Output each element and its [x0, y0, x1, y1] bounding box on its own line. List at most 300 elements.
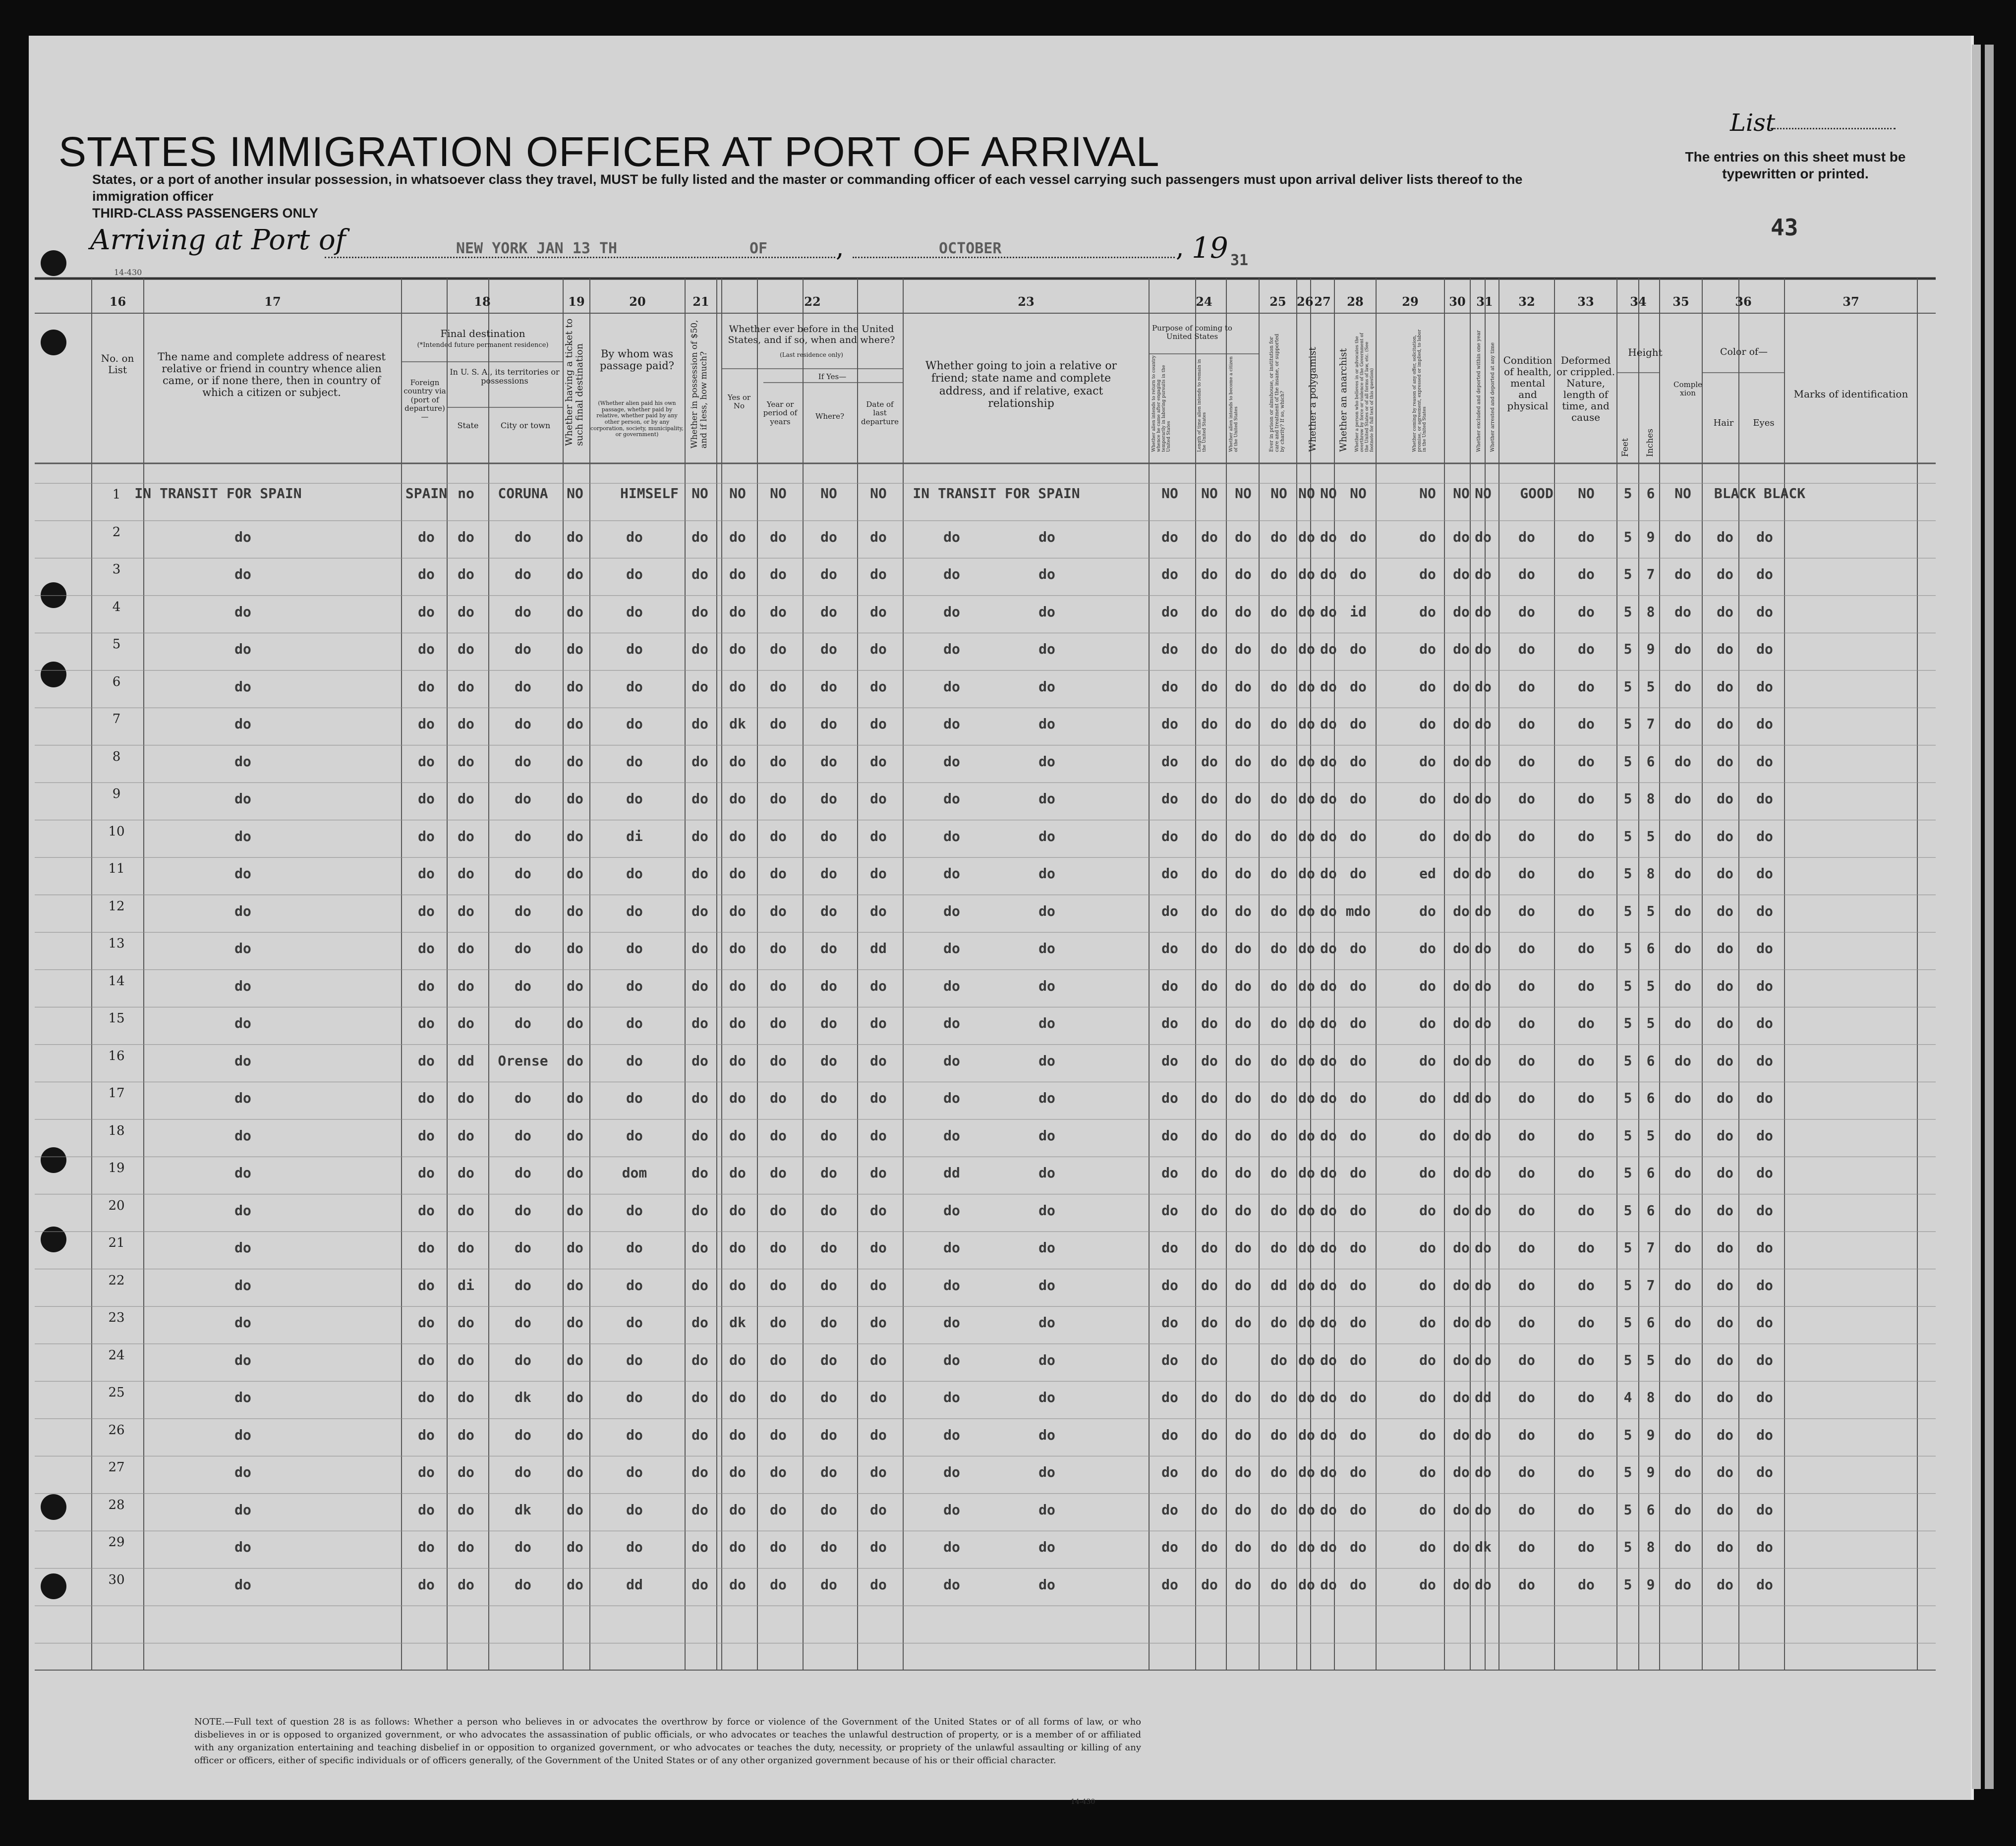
cell-health: do: [1518, 940, 1535, 956]
cell-inches: 5: [1646, 902, 1655, 919]
cell-where: do: [820, 641, 837, 657]
cell-p_a: do: [1161, 1351, 1178, 1368]
cell-p_c: NO: [1235, 485, 1252, 502]
cell-city: CORUNA: [498, 485, 548, 502]
cell-inches: 7: [1646, 1277, 1655, 1293]
cell-health: do: [1518, 1576, 1535, 1593]
cell-money: do: [691, 1127, 708, 1144]
cell-hair: do: [1717, 753, 1733, 770]
cell-state: do: [458, 678, 474, 695]
cell-join2: do: [1038, 528, 1055, 545]
cell-feet: 5: [1623, 1052, 1632, 1069]
cell-city: do: [515, 1202, 531, 1219]
cell-health: do: [1518, 1277, 1535, 1293]
cell-where: do: [820, 1277, 837, 1293]
cell-city: dk: [515, 1389, 531, 1405]
cell-relative: do: [234, 1127, 251, 1144]
cell-prison: do: [1270, 1165, 1287, 1181]
cell-join: do: [943, 1426, 960, 1443]
cell-c29: do: [1419, 1576, 1436, 1593]
cell-paid: do: [626, 1015, 643, 1031]
cell-poly: NO: [1298, 485, 1315, 502]
cell-poly: do: [1298, 865, 1315, 882]
cell-health: do: [1518, 1539, 1535, 1555]
cell-ticket: do: [567, 1389, 583, 1405]
cell-c30: do: [1453, 1314, 1470, 1331]
row-number: 19: [108, 1161, 125, 1175]
cell-date: do: [870, 1202, 887, 1219]
form-code-top: 14-430: [114, 268, 142, 277]
cell-eyes: do: [1756, 1239, 1773, 1256]
cell-join: do: [943, 1576, 960, 1593]
subtitle-line: States, or a port of another insular possession, in whatsoever class they travel, MUST be fully listed and the master or commanding officer of each vessel carrying such passengers must upon arrival deliver lists thereof to the immigration officer: [92, 172, 1523, 204]
year-value: 31: [1230, 252, 1249, 269]
cell-feet: 5: [1623, 1202, 1632, 1219]
cell-state: do: [458, 1127, 474, 1144]
cell-years: do: [770, 828, 787, 844]
cell-yesno: do: [729, 1015, 746, 1031]
cell-years: do: [770, 1351, 787, 1368]
cell-c29: do: [1419, 1277, 1436, 1293]
cell-state: do: [458, 716, 474, 732]
cell-p_c: do: [1235, 1052, 1252, 1069]
cell-money: do: [691, 1015, 708, 1031]
cell-inches: 6: [1646, 1202, 1655, 1219]
cell-yesno: do: [729, 566, 746, 582]
cell-years: do: [770, 678, 787, 695]
header-state: State: [457, 421, 479, 430]
cell-ticket: do: [567, 1426, 583, 1443]
cell-ticket: do: [567, 1539, 583, 1555]
cell-p_a: do: [1161, 1052, 1178, 1069]
cell-money: do: [691, 1314, 708, 1331]
cell-complexion: do: [1674, 828, 1691, 844]
cell-anarch: do: [1320, 1277, 1337, 1293]
row-number: 22: [108, 1273, 125, 1288]
cell-p_a: do: [1161, 678, 1178, 695]
cell-inches: 8: [1646, 1389, 1655, 1405]
header-foreign-country: Foreign country via (port of departure)—: [403, 378, 446, 421]
cell-relative: do: [234, 977, 251, 994]
cell-p_c: do: [1235, 940, 1252, 956]
cell-ticket: do: [567, 566, 583, 582]
column-number: 28: [1347, 294, 1364, 309]
cell-health: do: [1518, 1239, 1535, 1256]
cell-paid: di: [626, 828, 643, 844]
cell-date: do: [870, 1314, 887, 1331]
cell-p_a: do: [1161, 828, 1178, 844]
cell-ticket: do: [567, 977, 583, 994]
cell-state: do: [458, 566, 474, 582]
cell-p_a: do: [1161, 940, 1178, 956]
cell-deformed: do: [1578, 977, 1595, 994]
cell-p_a: NO: [1161, 485, 1178, 502]
cell-c28: do: [1350, 678, 1367, 695]
cell-city: do: [515, 977, 531, 994]
cell-years: do: [770, 1277, 787, 1293]
header-final-destination-sub: (*Intended future permanent residence): [417, 341, 549, 349]
cell-join2: do: [1038, 1165, 1055, 1181]
cell-p_a: do: [1161, 977, 1178, 994]
cell-inches: 6: [1646, 1501, 1655, 1518]
cell-hair: do: [1717, 1314, 1733, 1331]
cell-feet: 4: [1623, 1389, 1632, 1405]
cell-anarch: do: [1320, 528, 1337, 545]
cell-ticket: do: [567, 790, 583, 807]
cell-c29: do: [1419, 716, 1436, 732]
header-usa: In U. S. A., its territories or possessions: [450, 367, 560, 386]
cell-join2: do: [1038, 1239, 1055, 1256]
cell-relative: do: [234, 1090, 251, 1106]
cell-inches: 5: [1646, 977, 1655, 994]
cell-complexion: do: [1674, 753, 1691, 770]
cell-join: do: [943, 1464, 960, 1480]
cell-city: do: [515, 940, 531, 956]
cell-state: do: [458, 865, 474, 882]
cell-city: do: [515, 716, 531, 732]
cell-c31: do: [1475, 940, 1492, 956]
cell-c28: id: [1350, 603, 1367, 620]
cell-relative: do: [234, 828, 251, 844]
cell-hair: do: [1717, 1052, 1733, 1069]
cell-p_c: do: [1235, 790, 1252, 807]
cell-date: do: [870, 1351, 887, 1368]
cell-p_a: do: [1161, 1576, 1178, 1593]
cell-eyes: do: [1756, 528, 1773, 545]
cell-foreign: do: [418, 1090, 435, 1106]
cell-anarch: do: [1320, 566, 1337, 582]
cell-c28: do: [1350, 1389, 1367, 1405]
cell-date: do: [870, 977, 887, 994]
cell-yesno: do: [729, 753, 746, 770]
cell-hair: do: [1717, 1015, 1733, 1031]
cell-ticket: do: [567, 641, 583, 657]
cell-health: do: [1518, 566, 1535, 582]
cell-deformed: do: [1578, 790, 1595, 807]
row-number: 14: [108, 973, 125, 989]
cell-c29: do: [1419, 902, 1436, 919]
cell-c28: do: [1350, 641, 1367, 657]
cell-date: do: [870, 1501, 887, 1518]
cell-hair: do: [1717, 1539, 1733, 1555]
cell-hair: do: [1717, 566, 1733, 582]
cell-foreign: do: [418, 753, 435, 770]
cell-hair: do: [1717, 1090, 1733, 1106]
cell-money: do: [691, 1052, 708, 1069]
cell-foreign: do: [418, 641, 435, 657]
header-no-on-list: No. on List: [101, 352, 134, 376]
cell-p_b: do: [1201, 1389, 1218, 1405]
cell-p_b: do: [1201, 1165, 1218, 1181]
cell-years: do: [770, 790, 787, 807]
cell-prison: do: [1270, 1426, 1287, 1443]
cell-paid: dd: [626, 1576, 643, 1593]
cell-deformed: do: [1578, 528, 1595, 545]
cell-years: do: [770, 1539, 787, 1555]
cell-p_a: do: [1161, 716, 1178, 732]
cell-c31: do: [1475, 716, 1492, 732]
cell-complexion: do: [1674, 528, 1691, 545]
of-value: OF: [749, 240, 768, 257]
cell-yesno: do: [729, 828, 746, 844]
cell-p_b: do: [1201, 1351, 1218, 1368]
cell-poly: do: [1298, 828, 1315, 844]
cell-inches: 5: [1646, 828, 1655, 844]
cell-p_b: do: [1201, 566, 1218, 582]
cell-deformed: do: [1578, 603, 1595, 620]
cell-join2: do: [1038, 790, 1055, 807]
cell-complexion: do: [1674, 1202, 1691, 1219]
cell-hair: do: [1717, 1464, 1733, 1480]
cell-p_a: do: [1161, 753, 1178, 770]
column-number: 17: [264, 294, 281, 309]
cell-date: do: [870, 790, 887, 807]
column-number: 35: [1672, 294, 1689, 309]
cell-money: do: [691, 566, 708, 582]
cell-poly: do: [1298, 1351, 1315, 1368]
cell-c28: do: [1350, 977, 1367, 994]
cell-hair: do: [1717, 1277, 1733, 1293]
cell-health: do: [1518, 1202, 1535, 1219]
cell-yesno: do: [729, 902, 746, 919]
cell-anarch: do: [1320, 1015, 1337, 1031]
row-number: 6: [112, 674, 121, 689]
cell-paid: do: [626, 1539, 643, 1555]
cell-c31: do: [1475, 566, 1492, 582]
cell-p_b: do: [1201, 1015, 1218, 1031]
cell-p_c: do: [1235, 1539, 1252, 1555]
cell-complexion: do: [1674, 1015, 1691, 1031]
cell-c31: do: [1475, 865, 1492, 882]
cell-c29: do: [1419, 1127, 1436, 1144]
cell-feet: 5: [1623, 1090, 1632, 1106]
cell-eyes: do: [1756, 641, 1773, 657]
cell-complexion: do: [1674, 641, 1691, 657]
cell-ticket: do: [567, 865, 583, 882]
cell-money: do: [691, 1277, 708, 1293]
cell-c30: do: [1453, 1277, 1470, 1293]
cell-anarch: do: [1320, 1314, 1337, 1331]
cell-state: do: [458, 790, 474, 807]
cell-foreign: do: [418, 1576, 435, 1593]
cell-ticket: NO: [567, 485, 583, 502]
cell-p_a: do: [1161, 1090, 1178, 1106]
cell-yesno: do: [729, 1389, 746, 1405]
cell-money: do: [691, 1501, 708, 1518]
year-prefix: 19: [1192, 231, 1228, 265]
cell-p_a: do: [1161, 641, 1178, 657]
cell-city: do: [515, 902, 531, 919]
cell-anarch: do: [1320, 1202, 1337, 1219]
cell-eyes: do: [1756, 566, 1773, 582]
cell-state: do: [458, 603, 474, 620]
form-number: 14-430: [1071, 1798, 1095, 1806]
cell-ticket: do: [567, 753, 583, 770]
cell-paid: dom: [622, 1165, 647, 1181]
cell-join2: do: [1038, 1202, 1055, 1219]
header-final-destination: Final destination: [440, 328, 525, 339]
cell-where: do: [820, 1127, 837, 1144]
cell-hair: do: [1717, 716, 1733, 732]
cell-complexion: do: [1674, 940, 1691, 956]
cell-yesno: do: [729, 528, 746, 545]
cell-join2: do: [1038, 1015, 1055, 1031]
cell-hair: do: [1717, 641, 1733, 657]
cell-anarch: do: [1320, 1090, 1337, 1106]
cell-c28: do: [1350, 790, 1367, 807]
cell-complexion: do: [1674, 1127, 1691, 1144]
cell-p_b: do: [1201, 1426, 1218, 1443]
cell-p_c: do: [1235, 1239, 1252, 1256]
cell-state: do: [458, 1501, 474, 1518]
cell-join2: do: [1038, 940, 1055, 956]
footnote: NOTE.—Full text of question 28 is as follows: Whether a person who believes in or advocates the overthrow by force or violence of the Government of the United States or of all forms of law, or who disbelieves in or is opposed to organized government, or who advocates the assassination of public officials, or who advocates or teaches the unlawful destruction of property, or is a member of or affiliated with any organization entertaining and teaching disbelief in or opposition to organized government, or who advocates or teaches the duty, necessity, or propriety of the unlawful assaulting or killing of any officer or officers, either of specific individuals or of officers generally, of the Government of the United States or of any other organized government because of his or their official character.: [194, 1717, 1141, 1766]
cell-paid: do: [626, 641, 643, 657]
cell-health: do: [1518, 902, 1535, 919]
cell-c29: do: [1419, 790, 1436, 807]
cell-c31: do: [1475, 1127, 1492, 1144]
header-join-relative: Whether going to join a relative or friend; state name and complete address, and if relative, exact relationship: [925, 360, 1117, 410]
cell-c30: NO: [1453, 485, 1470, 502]
cell-p_a: do: [1161, 1202, 1178, 1219]
cell-date: do: [870, 528, 887, 545]
cell-hair: do: [1717, 1202, 1733, 1219]
cell-years: do: [770, 977, 787, 994]
cell-foreign: do: [418, 716, 435, 732]
cell-p_c: do: [1235, 865, 1252, 882]
cell-c30: do: [1453, 1052, 1470, 1069]
cell-c31: do: [1475, 1202, 1492, 1219]
cell-p_a: do: [1161, 1239, 1178, 1256]
cell-anarch: do: [1320, 1539, 1337, 1555]
header-ticket: Whether having a ticket to such final destination: [564, 318, 585, 446]
cell-join: do: [943, 566, 960, 582]
cell-ticket: do: [567, 1351, 583, 1368]
cell-p_c: do: [1235, 1127, 1252, 1144]
cell-prison: do: [1270, 1464, 1287, 1480]
cell-inches: 9: [1646, 1464, 1655, 1480]
cell-join: IN TRANSIT FOR SPAIN: [913, 485, 1080, 502]
cell-join2: do: [1038, 977, 1055, 994]
cell-c28: do: [1350, 1277, 1367, 1293]
cell-c30: do: [1453, 1539, 1470, 1555]
cell-c31: dk: [1475, 1539, 1492, 1555]
cell-city: do: [515, 1576, 531, 1593]
cell-c31: dd: [1475, 1389, 1492, 1405]
cell-state: do: [458, 641, 474, 657]
cell-feet: 5: [1623, 1015, 1632, 1031]
cell-c30: do: [1453, 1015, 1470, 1031]
header-height: Height: [1628, 346, 1663, 358]
cell-deformed: do: [1578, 1426, 1595, 1443]
cell-relative: do: [234, 1015, 251, 1031]
cell-foreign: do: [418, 1127, 435, 1144]
cell-poly: do: [1298, 1239, 1315, 1256]
cell-health: GOOD: [1520, 485, 1554, 502]
cell-inches: 9: [1646, 641, 1655, 657]
cell-p_b: do: [1201, 1277, 1218, 1293]
cell-yesno: do: [729, 603, 746, 620]
cell-money: do: [691, 1576, 708, 1593]
cell-feet: 5: [1623, 485, 1632, 502]
cell-join: do: [943, 902, 960, 919]
cell-c31: do: [1475, 977, 1492, 994]
cell-years: do: [770, 1464, 787, 1480]
cell-date: do: [870, 1090, 887, 1106]
cell-c30: do: [1453, 528, 1470, 545]
cell-poly: do: [1298, 1202, 1315, 1219]
cell-p_c: do: [1235, 603, 1252, 620]
cell-anarch: do: [1320, 977, 1337, 994]
cell-c29: do: [1419, 940, 1436, 956]
cell-feet: 5: [1623, 566, 1632, 582]
cell-c28: do: [1350, 716, 1367, 732]
list-label: List: [1730, 109, 1776, 137]
cell-eyes: do: [1756, 716, 1773, 732]
port-label: Arriving at Port of: [90, 224, 346, 256]
cell-paid: do: [626, 1052, 643, 1069]
cell-c31: do: [1475, 1239, 1492, 1256]
cell-feet: 5: [1623, 1314, 1632, 1331]
cell-ticket: do: [567, 603, 583, 620]
header-passage-paid-sub: (Whether alien paid his own passage, whether paid by relative, whether paid by any other person, or by any corporation, society, municipality, or government): [590, 400, 684, 438]
cell-prison: do: [1270, 902, 1287, 919]
cell-poly: do: [1298, 1314, 1315, 1331]
cell-city: do: [515, 1464, 531, 1480]
cell-paid: do: [626, 1351, 643, 1368]
cell-p_a: do: [1161, 1165, 1178, 1181]
row-number: 28: [108, 1497, 125, 1512]
cell-p_c: do: [1235, 1165, 1252, 1181]
row-number: 17: [108, 1086, 125, 1101]
cell-join: do: [943, 716, 960, 732]
cell-c31: do: [1475, 902, 1492, 919]
cell-money: do: [691, 603, 708, 620]
cell-relative: do: [234, 1389, 251, 1405]
comma: ,: [836, 233, 844, 263]
cell-c29: do: [1419, 1501, 1436, 1518]
cell-date: do: [870, 1239, 887, 1256]
cell-foreign: do: [418, 1202, 435, 1219]
cell-c30: do: [1453, 716, 1470, 732]
cell-p_c: do: [1235, 753, 1252, 770]
row-number: 1: [112, 487, 121, 502]
cell-prison: do: [1270, 1501, 1287, 1518]
cell-foreign: do: [418, 603, 435, 620]
cell-city: dk: [515, 1501, 531, 1518]
cell-years: do: [770, 1501, 787, 1518]
cell-p_b: NO: [1201, 485, 1218, 502]
cell-health: do: [1518, 1501, 1535, 1518]
cell-money: do: [691, 902, 708, 919]
cell-paid: do: [626, 902, 643, 919]
column-number: 27: [1314, 294, 1331, 309]
row-number: 5: [112, 637, 121, 652]
subtitle-class: THIRD-CLASS PASSENGERS ONLY: [92, 206, 319, 221]
cell-where: do: [820, 1165, 837, 1181]
cell-join: do: [943, 1389, 960, 1405]
cell-feet: 5: [1623, 753, 1632, 770]
cell-money: do: [691, 977, 708, 994]
row-number: 8: [112, 749, 121, 764]
cell-years: do: [770, 528, 787, 545]
cell-c30: do: [1453, 566, 1470, 582]
cell-join2: do: [1038, 716, 1055, 732]
cell-relative: do: [234, 865, 251, 882]
cell-paid: do: [626, 1464, 643, 1480]
month-value: OCTOBER: [939, 240, 1002, 257]
cell-city: do: [515, 678, 531, 695]
